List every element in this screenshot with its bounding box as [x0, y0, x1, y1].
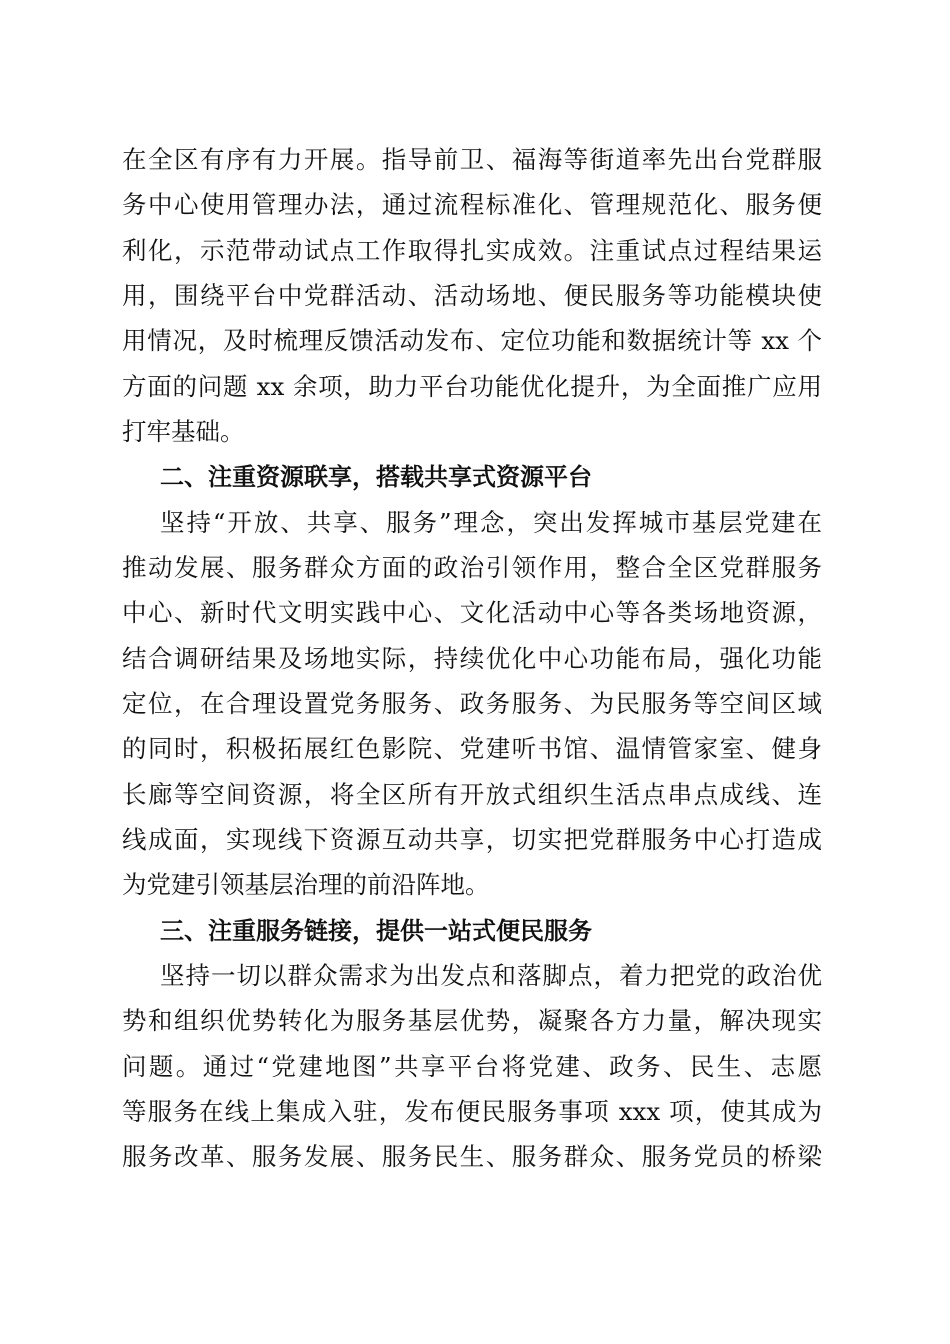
body-text-line: 的同时，积极拓展红色影院、党建听书馆、温情管家室、健身 [122, 734, 822, 763]
body-text-line: 长廊等空间资源，将全区所有开放式组织生活点串点成线、连 [122, 780, 822, 809]
body-text-line: 势和组织优势转化为服务基层优势，凝聚各方力量，解决现实 [122, 1006, 822, 1035]
body-text-line: 等服务在线上集成入驻，发布便民服务事项 xxx 项，使其成为 [122, 1097, 822, 1126]
body-text-line: 为党建引领基层治理的前沿阵地。 [122, 870, 490, 899]
body-text-line: 利化，示范带动试点工作取得扎实成效。注重试点过程结果运 [122, 236, 822, 265]
body-text-line: 推动发展、服务群众方面的政治引领作用，整合全区党群服务 [122, 553, 822, 582]
section-heading-3: 三、注重服务链接，提供一站式便民服务 [160, 917, 592, 945]
body-text-line: 问题。通过“党建地图”共享平台将党建、政务、民生、志愿 [122, 1052, 822, 1081]
body-text-line: 服务改革、服务发展、服务民生、服务群众、服务党员的桥梁 [122, 1142, 822, 1171]
section-heading-2: 二、注重资源联享，搭载共享式资源平台 [160, 463, 592, 491]
body-text-line: 打牢基础。 [122, 417, 245, 446]
body-text-line: 线成面，实现线下资源互动共享，切实把党群服务中心打造成 [122, 825, 822, 854]
body-text-line: 中心、新时代文明实践中心、文化活动中心等各类场地资源， [122, 598, 822, 627]
body-text-line: 在全区有序有力开展。指导前卫、福海等街道率先出台党群服 [122, 145, 822, 174]
body-text-line: 用，围绕平台中党群活动、活动场地、便民服务等功能模块使 [122, 281, 822, 310]
body-text-line: 务中心使用管理办法，通过流程标准化、管理规范化、服务便 [122, 190, 822, 219]
body-text-line: 定位，在合理设置党务服务、政务服务、为民服务等空间区域 [122, 689, 822, 718]
body-text-line: 坚持一切以群众需求为出发点和落脚点，着力把党的政治优 [160, 961, 822, 990]
body-text-line: 结合调研结果及场地实际，持续优化中心功能布局，强化功能 [122, 644, 822, 673]
body-text-line: 用情况，及时梳理反馈活动发布、定位功能和数据统计等 xx 个 [122, 326, 822, 355]
body-text-line: 坚持“开放、共享、服务”理念，突出发挥城市基层党建在 [160, 508, 822, 537]
body-text-line: 方面的问题 xx 余项，助力平台功能优化提升，为全面推广应用 [122, 372, 822, 401]
